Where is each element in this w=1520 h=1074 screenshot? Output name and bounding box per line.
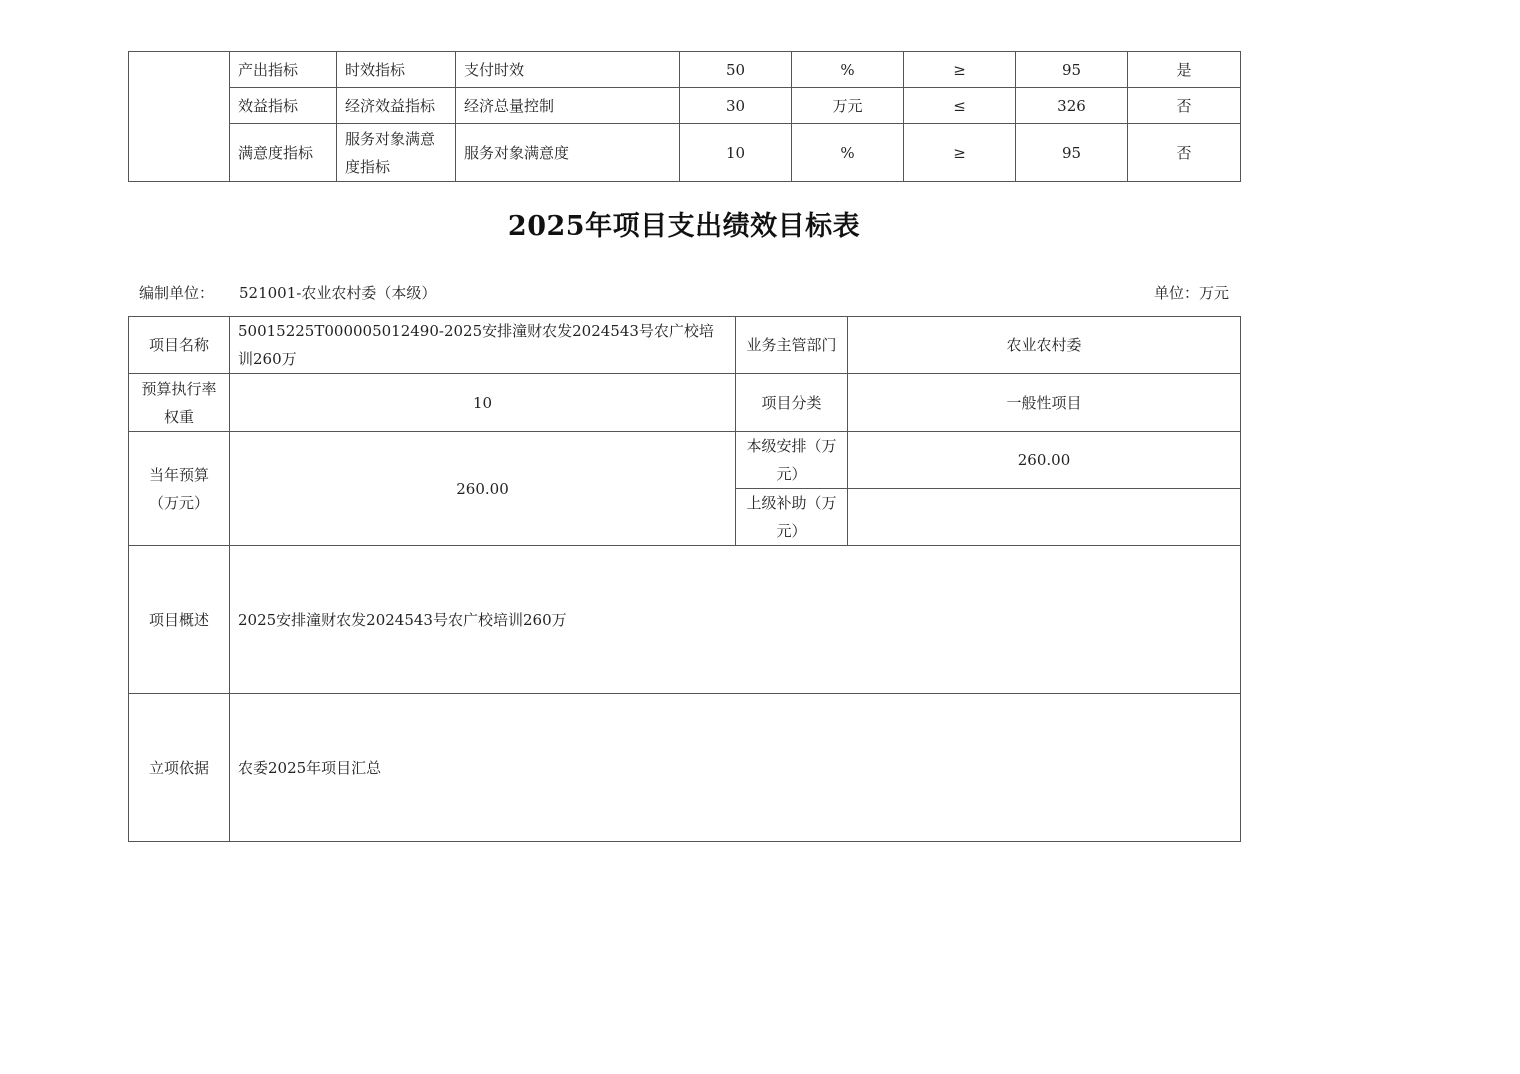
unit-label: 单位：万元 xyxy=(1153,284,1229,302)
table-row xyxy=(129,317,1241,374)
level2-indicator: 服务对象满意度指标 xyxy=(337,124,456,182)
table-row xyxy=(129,546,1241,694)
budget-value: 260.00 xyxy=(230,432,736,546)
indicator-operator: ≥ xyxy=(904,124,1016,182)
indicator-target: 326 xyxy=(1016,88,1128,124)
org-label: 编制单位： xyxy=(139,284,215,302)
level2-indicator: 时效指标 xyxy=(337,52,456,88)
indicator-unit: % xyxy=(792,124,904,182)
local-budget-value: 260.00 xyxy=(848,432,1241,489)
upper-subsidy-value xyxy=(848,489,1241,546)
org-info xyxy=(139,282,436,303)
indicator-core-flag: 是 xyxy=(1128,52,1241,88)
indicator-core-flag: 否 xyxy=(1128,88,1241,124)
level2-indicator: 经济效益指标 xyxy=(337,88,456,124)
indicator-weight: 30 xyxy=(680,88,792,124)
table-row xyxy=(129,52,1241,88)
table-row xyxy=(129,432,1241,489)
exec-rate-label: 预算执行率权重 xyxy=(129,374,230,432)
level3-indicator: 服务对象满意度 xyxy=(456,124,680,182)
exec-rate-value: 10 xyxy=(230,374,736,432)
header-info-row xyxy=(139,282,1229,304)
upper-subsidy-label: 上级补助（万元） xyxy=(736,489,848,546)
indicator-core-flag: 否 xyxy=(1128,124,1241,182)
category-value: 一般性项目 xyxy=(848,374,1241,432)
basis-label: 立项依据 xyxy=(129,694,230,842)
indicator-unit: % xyxy=(792,52,904,88)
indicator-operator: ≤ xyxy=(904,88,1016,124)
local-budget-label: 本级安排（万元） xyxy=(736,432,848,489)
project-name-value: 50015225T000005012490-2025安排潼财农发2024543号农广校培训260万 xyxy=(230,317,736,374)
project-name-label: 项目名称 xyxy=(129,317,230,374)
indicator-operator: ≥ xyxy=(904,52,1016,88)
table-row xyxy=(129,374,1241,432)
indicator-weight: 50 xyxy=(680,52,792,88)
overview-label: 项目概述 xyxy=(129,546,230,694)
indicator-weight: 10 xyxy=(680,124,792,182)
category-label: 项目分类 xyxy=(736,374,848,432)
org-value: 521001-农业农村委（本级） xyxy=(239,284,437,302)
level1-indicator: 满意度指标 xyxy=(230,124,337,182)
page-title: 2025年项目支出绩效目标表 xyxy=(507,211,861,242)
indicator-table-continuation xyxy=(128,51,1241,182)
budget-label: 当年预算（万元） xyxy=(129,432,230,546)
indicator-target: 95 xyxy=(1016,124,1128,182)
indicator-target: 95 xyxy=(1016,52,1128,88)
level1-indicator: 效益指标 xyxy=(230,88,337,124)
basis-value: 农委2025年项目汇总 xyxy=(230,694,1241,842)
performance-target-table xyxy=(128,316,1241,842)
table-row xyxy=(129,124,1241,182)
blank-side-cell xyxy=(129,52,230,182)
overview-value: 2025安排潼财农发2024543号农广校培训260万 xyxy=(230,546,1241,694)
level1-indicator: 产出指标 xyxy=(230,52,337,88)
table-row xyxy=(129,694,1241,842)
dept-value: 农业农村委 xyxy=(848,317,1241,374)
level3-indicator: 支付时效 xyxy=(456,52,680,88)
indicator-unit: 万元 xyxy=(792,88,904,124)
table-row xyxy=(129,88,1241,124)
level3-indicator: 经济总量控制 xyxy=(456,88,680,124)
dept-label: 业务主管部门 xyxy=(736,317,848,374)
